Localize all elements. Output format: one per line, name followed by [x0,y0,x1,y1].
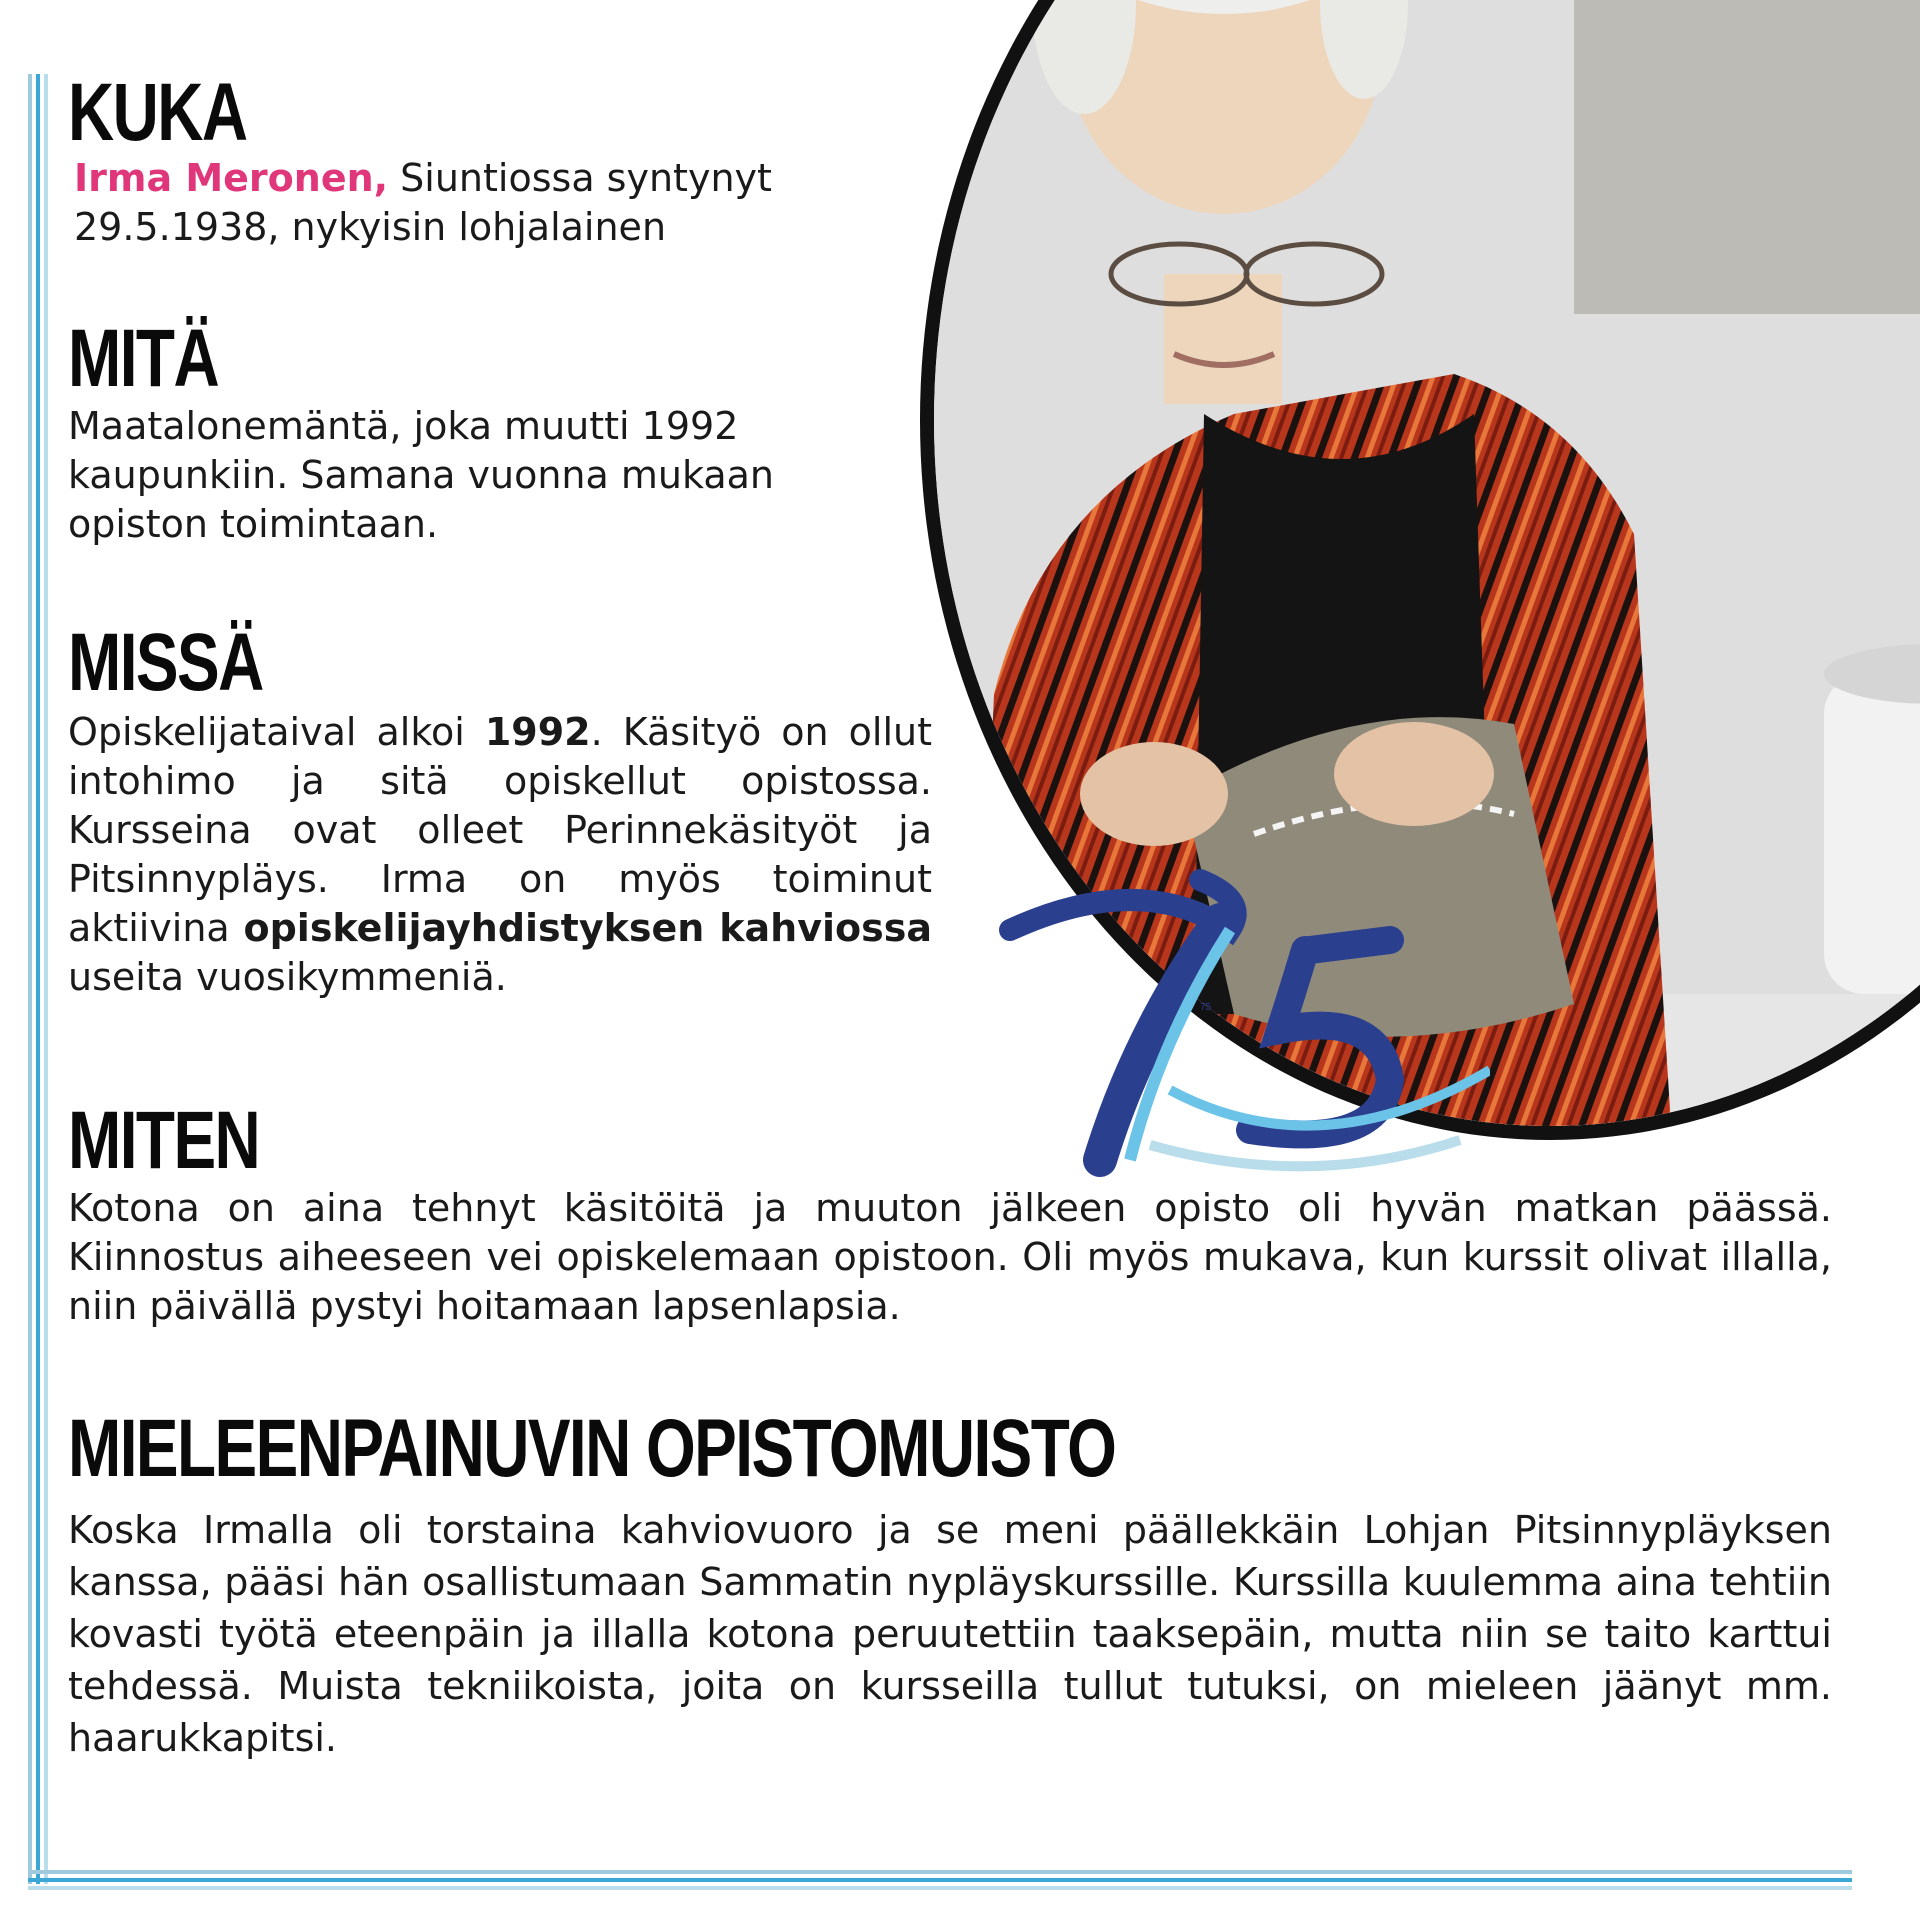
person-name: Irma Meronen, [74,156,389,200]
heading-miten: MITEN [68,1095,260,1186]
frame-line-bottom-2 [28,1878,1852,1882]
missa-text-part-c: useita vuosikymmeniä. [68,955,507,999]
frame-line-bottom-1 [28,1870,1852,1874]
frame-line-bottom-3 [28,1886,1852,1890]
missa-text-part-a: Opiskelijataival alkoi [68,710,485,754]
frame-line-left-2 [36,74,40,1884]
kuka-line2: 29.5.1938, nykyisin lohjalainen [74,205,667,249]
logo-text: 75 [1200,1002,1212,1013]
frame-line-left-3 [44,74,48,1884]
missa-organisation: opiskelijayhdistyksen kahviossa [243,906,932,950]
missa-text-part-b: . Käsityö on ollut intohimo ja sitä opiskellut opistossa. Kursseina ovat olleet Perinnekäsityöt ja Pitsinnypläys. Irma on myös toiminut aktiivina [68,710,932,950]
anniversary-75-logo [990,840,1490,1180]
kuka-line1-rest: Siuntiossa syntynyt [388,156,772,200]
mita-text: Maatalonemäntä, joka muutti 1992 kaupunkiin. Samana vuonna mukaan opiston toimintaan. [68,404,774,546]
frame-line-left-1 [28,74,32,1884]
missa-year: 1992 [484,710,591,754]
heading-mita: MITÄ [68,313,219,404]
heading-muisto: MIELEENPAINUVIN OPISTOMUISTO [68,1403,1116,1494]
missa-text [68,708,932,1002]
heading-kuka: KUKA [68,67,247,158]
miten-text: Kotona on aina tehnyt käsitöitä ja muuton jälkeen opisto oli hyvän matkan päässä. Kiinnostus aiheeseen vei opiskelemaan opistoon. Oli myös mukava, kun kurssit olivat illalla, niin päivällä pystyi hoitamaan lapsenlapsia. [68,1186,1832,1328]
heading-missa: MISSÄ [68,617,263,708]
muisto-text: Koska Irmalla oli torstaina kahviovuoro ja se meni päällekkäin Lohjan Pitsinnypläyksen kanssa, pääsi hän osallistumaan Sammatin nypläyskurssille. Kurssilla kuulemma aina tehtiin kovasti työtä eteenpäin ja illalla kotona peruutettiin taaksepäin, mutta niin se taito karttui tehdessä. Muista tekniikoista, joita on kursseilla tullut tutuksi, on mieleen jäänyt mm. haarukkapitsi. [68,1508,1832,1760]
kuka-text [74,154,834,252]
